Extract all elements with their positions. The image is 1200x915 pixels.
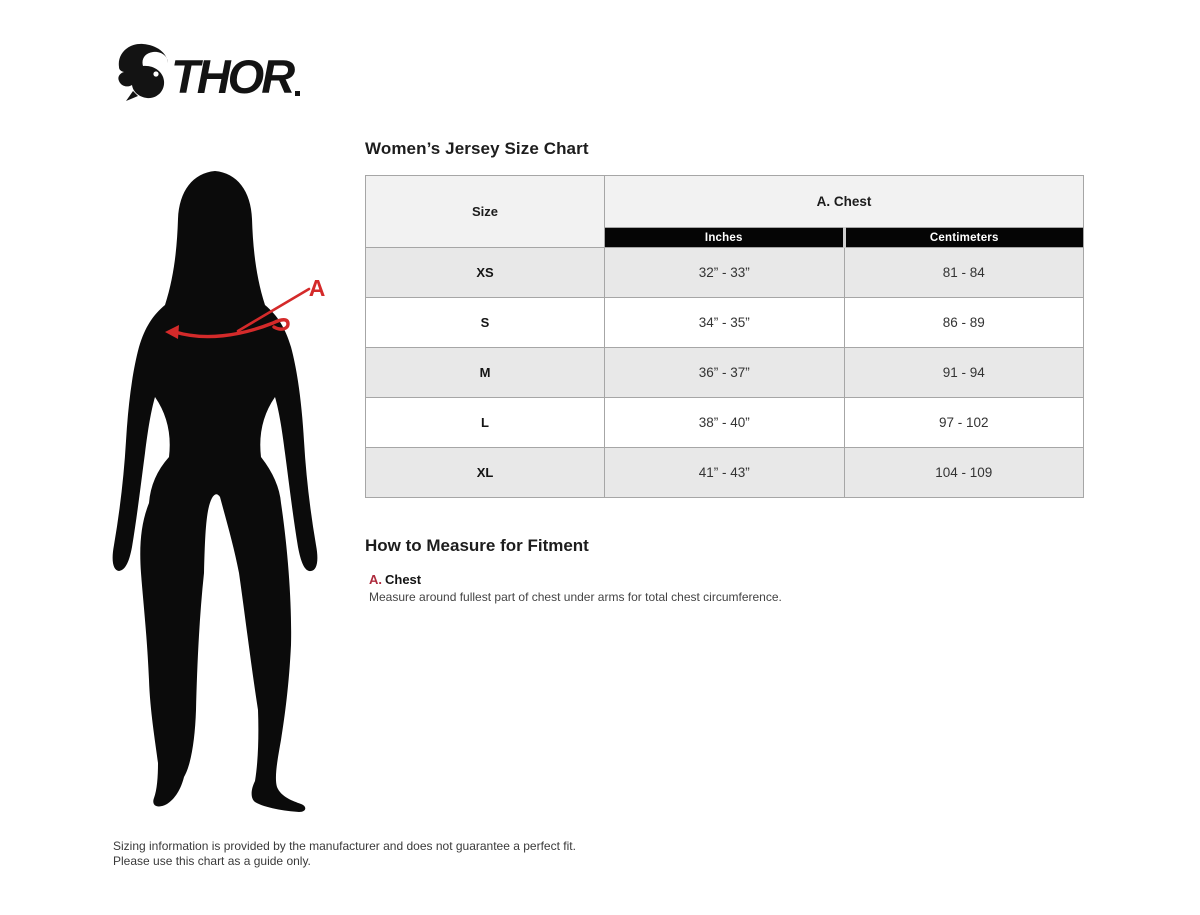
size-cell: S — [366, 298, 605, 348]
column-header-chest: A. Chest — [605, 176, 1084, 228]
table-row-m — [366, 348, 1084, 398]
female-silhouette — [113, 171, 318, 812]
thor-ram-head-icon — [113, 40, 177, 102]
centimeters-cell: 97 - 102 — [844, 398, 1084, 448]
table-row-xs — [366, 248, 1084, 298]
measure-guide-item-chest — [369, 572, 929, 604]
female-silhouette-graphic — [105, 165, 355, 825]
measure-item-name: Chest — [385, 572, 422, 587]
column-header-size: Size — [366, 176, 605, 248]
disclaimer-line-1: Sizing information is provided by the manufacturer and does not guarantee a perfect fit. — [113, 839, 576, 853]
measurement-figure — [105, 165, 355, 825]
inches-cell: 41” - 43” — [605, 448, 845, 498]
disclaimer-line-2: Please use this chart as a guide only. — [113, 854, 311, 868]
size-cell: XS — [366, 248, 605, 298]
inches-cell: 36” - 37” — [605, 348, 845, 398]
centimeters-cell: 104 - 109 — [844, 448, 1084, 498]
inches-cell: 34” - 35” — [605, 298, 845, 348]
thor-logo — [113, 40, 300, 102]
measure-guide-title: How to Measure for Fitment — [365, 536, 589, 555]
measure-item-description: Measure around fullest part of chest under arms for total chest circumference. — [369, 590, 782, 604]
centimeters-cell: 86 - 89 — [844, 298, 1084, 348]
logo-trademark-dot — [295, 91, 300, 96]
table-row-s — [366, 298, 1084, 348]
measure-item-letter: A. — [369, 572, 382, 587]
measure-item-heading — [369, 572, 929, 587]
size-cell: XL — [366, 448, 605, 498]
centimeters-cell: 91 - 94 — [844, 348, 1084, 398]
column-subheader-inches: Inches — [605, 228, 845, 248]
inches-cell: 32” - 33” — [605, 248, 845, 298]
inches-cell: 38” - 40” — [605, 398, 845, 448]
chest-annotation-label: A — [308, 275, 326, 301]
sizing-disclaimer — [113, 839, 576, 869]
size-cell: M — [366, 348, 605, 398]
thor-logo-text: THOR — [171, 50, 293, 104]
column-subheader-centimeters: Centimeters — [844, 228, 1084, 248]
centimeters-cell: 81 - 84 — [844, 248, 1084, 298]
size-chart-table — [365, 175, 1084, 498]
size-cell: L — [366, 398, 605, 448]
table-row-xl — [366, 448, 1084, 498]
table-header-row — [366, 176, 1084, 228]
table-row-l — [366, 398, 1084, 448]
size-chart-title: Women’s Jersey Size Chart — [365, 139, 589, 158]
